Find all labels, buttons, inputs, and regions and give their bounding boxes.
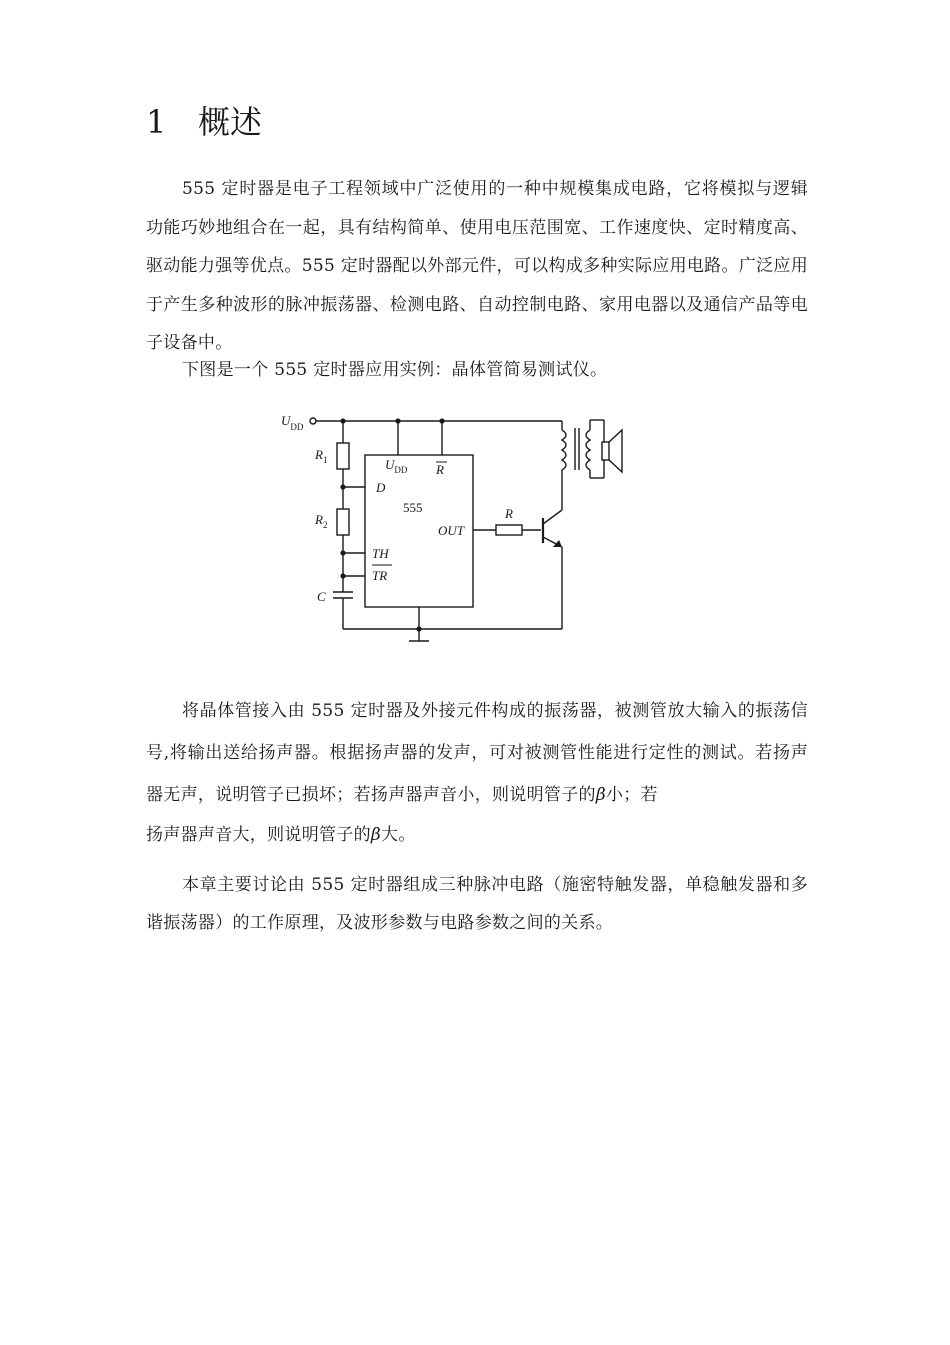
pin-reset-label: R bbox=[436, 462, 444, 477]
beta-symbol: β bbox=[370, 825, 382, 845]
base-resistor-label: R bbox=[505, 506, 513, 521]
supply-terminal bbox=[310, 418, 316, 424]
example-intro-paragraph: 下图是一个 555 定时器应用实例：晶体管简易测试仪。 bbox=[182, 360, 608, 380]
pin-out-label: OUT bbox=[438, 523, 465, 538]
intro-paragraph: 555 定时器是电子工程领域中广泛使用的一种中规模集成电路，它将模拟与逻辑功能巧妙地组合在一起，具有结构简单、使用电压范围宽、工作速度快、定时精度高、驱动能力强等优点。555 定时器配以外部元件，可以构成多种实际应用电路。广泛应用于产生多种波形的脉冲振荡器、检测电路、自动控制电路、家用电器以及通信产品等电子设备中。 bbox=[146, 179, 808, 353]
chip-label: 555 bbox=[403, 500, 423, 515]
speaker-icon bbox=[602, 442, 609, 460]
pin-d-label: D bbox=[376, 480, 386, 495]
section-number: 1 bbox=[146, 103, 167, 141]
description-paragraph-end: 扬声器声音大，则说明管子的β大。 bbox=[146, 825, 416, 845]
r2-label: $R_2$ bbox=[315, 512, 328, 530]
transformer-secondary bbox=[586, 430, 590, 470]
pin-th-label: TH bbox=[372, 546, 389, 561]
resistor-r2 bbox=[337, 509, 349, 535]
supply-label: $U_{DD}$ bbox=[281, 413, 304, 432]
pin-tr-label: TR bbox=[372, 568, 388, 583]
section-heading bbox=[146, 102, 262, 142]
circuit-diagram bbox=[270, 405, 640, 650]
capacitor-label: C bbox=[317, 589, 326, 604]
section-title: 概述 bbox=[198, 103, 263, 141]
pin-udd-label: $U_{DD}$ bbox=[385, 457, 408, 475]
r1-label: $R_1$ bbox=[315, 447, 328, 465]
chapter-scope-paragraph: 本章主要讨论由 555 定时器组成三种脉冲电路（施密特触发器，单稳触发器和多谐振荡器）的工作原理，及波形参数与电路参数之间的关系。 bbox=[146, 875, 808, 933]
resistor-r1 bbox=[337, 443, 349, 469]
resistor-r-base bbox=[496, 525, 522, 535]
beta-symbol: β bbox=[595, 785, 606, 805]
transformer-primary bbox=[562, 430, 566, 478]
description-paragraph: 将晶体管接入由 555 定时器及外接元件构成的振荡器，被测管放大输入的振荡信号,将输出送给扬声器。根据扬声器的发声，可对被测管性能进行定性的测试。若扬声器无声，说明管子已损坏；若扬声器声音小，则说明管子的β小；若 bbox=[146, 701, 808, 805]
